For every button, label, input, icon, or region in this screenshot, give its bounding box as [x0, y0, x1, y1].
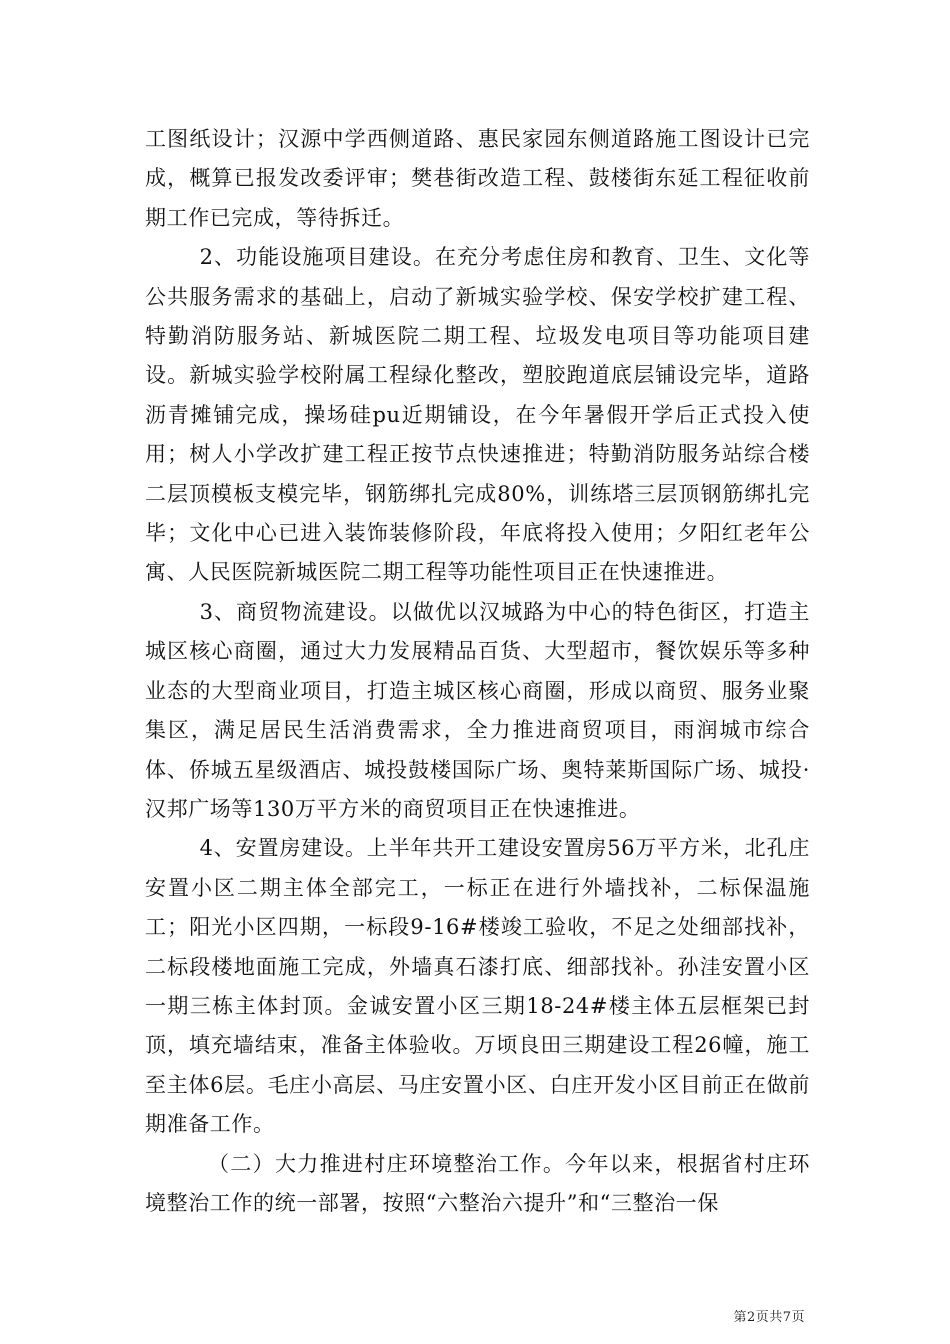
paragraph-facility-projects: 2、功能设施项目建设。在充分考虑住房和教育、卫生、文化等公共服务需求的基础上，启动了新城实验学校、保安学校扩建工程、特勤消防服务站、新城医院二期工程、垃圾发电项目等功能项目建设。新城实验学校附属工程绿化整改，塑胶跑道底层铺设完毕，道路沥青摊铺完成，操场硅pu近期铺设，在今年暑假开学后正式投入使用；树人小学改扩建工程正按节点快速推进；特勤消防服务站综合楼二层顶模板支模完毕，钢筋绑扎完成80%，训练塔三层顶钢筋绑扎完毕；文化中心已进入装饰装修阶段，年底将投入使用；夕阳红老年公寓、人民医院新城医院二期工程等功能性项目正在快速推进。: [145, 245, 810, 585]
paragraph-commerce-logistics: 3、商贸物流建设。以做优以汉城路为中心的特色街区，打造主城区核心商圈，通过大力发展精品百货、大型超市，餐饮娱乐等多种业态的大型商业项目，打造主城区核心商圈，形成以商贸、服务业聚集区，满足居民生活消费需求，全力推进商贸项目，雨润城市综合体、侨城五星级酒店、城投鼓楼国际广场、奥特莱斯国际广场、城投·汉邦广场等130万平方米的商贸项目正在快速推进。: [145, 599, 810, 821]
paragraph-road-design: 工图纸设计；汉源中学西侧道路、惠民家园东侧道路施工图设计已完成，概算已报发改委评审；樊巷街改造工程、鼓楼街东延工程征收前期工作已完成，等待拆迁。: [145, 127, 810, 230]
paragraph-village-improvement: （二）大力推进村庄环境整治工作。今年以来，根据省村庄环境整治工作的统一部署，按照“六整治六提升”和“三整治一保: [145, 1151, 810, 1215]
page-number: 第2页共7页: [733, 1310, 805, 1325]
body-text: [145, 120, 810, 1223]
paragraph-resettlement-housing: 4、安置房建设。上半年共开工建设安置房56万平方米，北孔庄安置小区二期主体全部完工，一标正在进行外墙找补，二标保温施工；阳光小区四期，一标段9-16#楼竣工验收，不足之处细部找补，二标段楼地面施工完成，外墙真石漆打底、细部找补。孙洼安置小区一期三栋主体封顶。金诚安置小区三期18-24#楼主体五层框架已封顶，填充墙结束，准备主体验收。万顷良田三期建设工程26幢，施工至主体6层。毛庄小高层、马庄安置小区、白庄开发小区目前正在做前期准备工作。: [145, 836, 810, 1137]
